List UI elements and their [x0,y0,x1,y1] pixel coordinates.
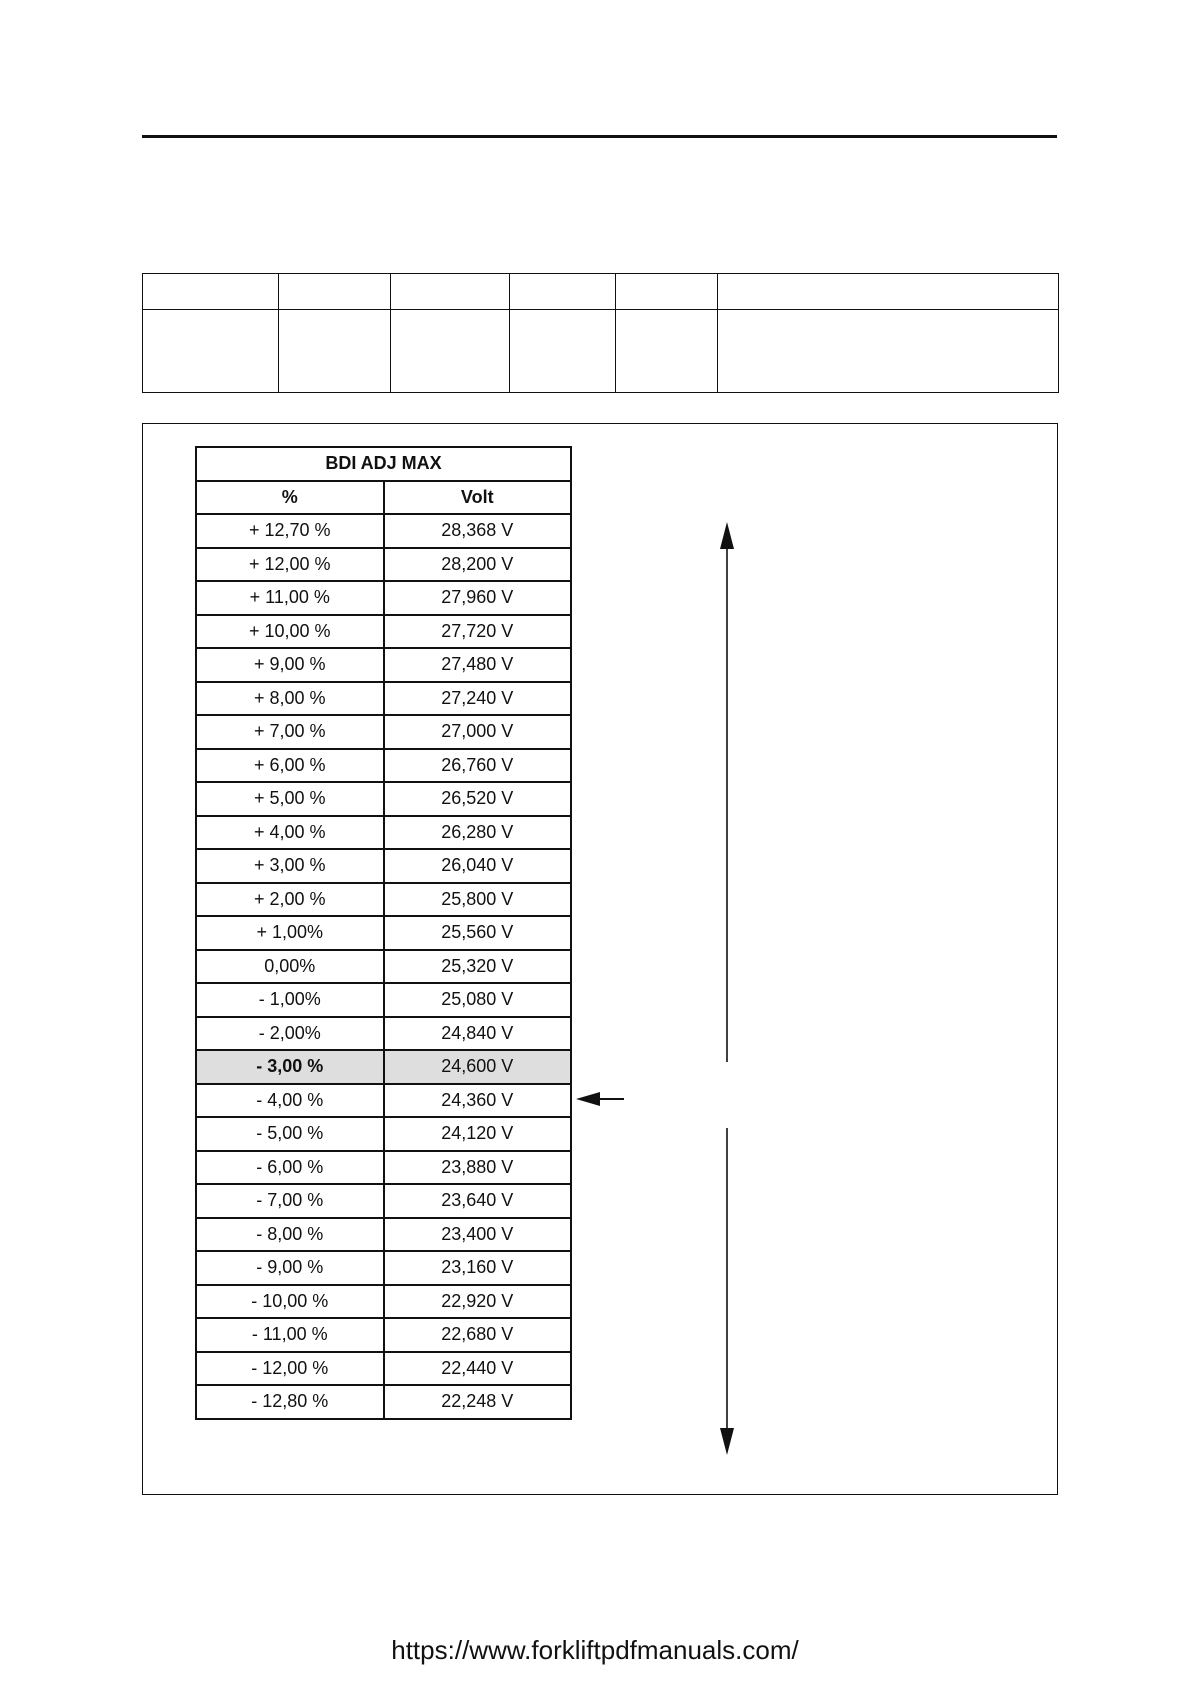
volt-cell: 26,520 V [384,782,572,816]
volt-cell: 22,248 V [384,1385,572,1419]
column-header-percent: % [196,481,384,515]
percent-cell: - 11,00 % [196,1318,384,1352]
volt-cell: 27,960 V [384,581,572,615]
volt-cell: 24,840 V [384,1017,572,1051]
volt-cell: 25,800 V [384,883,572,917]
volt-cell: 23,880 V [384,1151,572,1185]
volt-cell: 23,160 V [384,1251,572,1285]
volt-cell: 24,120 V [384,1117,572,1151]
volt-cell: 27,480 V [384,648,572,682]
volt-cell: 22,920 V [384,1285,572,1319]
volt-cell: 24,600 V [384,1050,572,1084]
down-arrow-head-icon [720,1428,734,1455]
percent-cell: - 6,00 % [196,1151,384,1185]
volt-cell: 27,240 V [384,682,572,716]
percent-cell: 0,00% [196,950,384,984]
volt-cell: 23,400 V [384,1218,572,1252]
percent-cell: + 5,00 % [196,782,384,816]
percent-cell: - 12,80 % [196,1385,384,1419]
volt-cell: 25,080 V [384,983,572,1017]
column-header-volt: Volt [384,481,572,515]
percent-cell: - 8,00 % [196,1218,384,1252]
percent-cell: + 3,00 % [196,849,384,883]
percent-cell: + 4,00 % [196,816,384,850]
percent-cell: + 7,00 % [196,715,384,749]
percent-cell: + 1,00% [196,916,384,950]
volt-cell: 26,040 V [384,849,572,883]
percent-cell: - 7,00 % [196,1184,384,1218]
volt-cell: 25,560 V [384,916,572,950]
percent-cell: + 12,70 % [196,514,384,548]
percent-cell: - 12,00 % [196,1352,384,1386]
footer-url: https://www.forkliftpdfmanuals.com/ [391,1635,799,1665]
volt-cell: 24,360 V [384,1084,572,1118]
volt-cell: 26,280 V [384,816,572,850]
percent-cell: - 9,00 % [196,1251,384,1285]
percent-cell: + 9,00 % [196,648,384,682]
volt-cell: 28,200 V [384,548,572,582]
left-arrow-icon [576,1092,600,1106]
percent-cell: - 3,00 % [196,1050,384,1084]
percent-cell: + 11,00 % [196,581,384,615]
volt-cell: 28,368 V [384,514,572,548]
table-title: BDI ADJ MAX [196,447,571,481]
percent-cell: + 6,00 % [196,749,384,783]
percent-cell: - 1,00% [196,983,384,1017]
volt-cell: 22,680 V [384,1318,572,1352]
up-arrow-head-icon [720,522,734,549]
percent-cell: + 10,00 % [196,615,384,649]
percent-cell: - 5,00 % [196,1117,384,1151]
volt-cell: 23,640 V [384,1184,572,1218]
percent-cell: + 8,00 % [196,682,384,716]
percent-cell: + 12,00 % [196,548,384,582]
percent-cell: - 2,00% [196,1017,384,1051]
volt-cell: 27,720 V [384,615,572,649]
volt-cell: 22,440 V [384,1352,572,1386]
percent-cell: + 2,00 % [196,883,384,917]
volt-cell: 27,000 V [384,715,572,749]
volt-cell: 25,320 V [384,950,572,984]
percent-cell: - 10,00 % [196,1285,384,1319]
percent-cell: - 4,00 % [196,1084,384,1118]
volt-cell: 26,760 V [384,749,572,783]
